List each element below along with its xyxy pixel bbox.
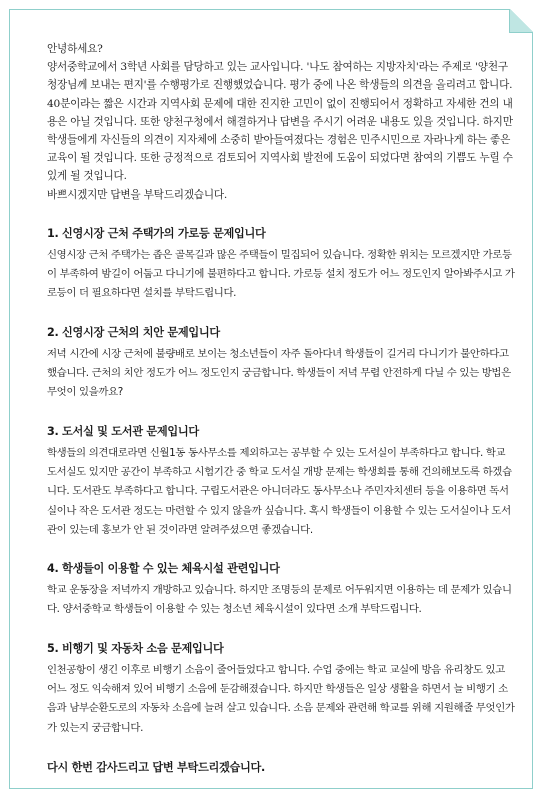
closing-line: 다시 한번 감사드리고 답변 부탁드리겠습니다.: [47, 760, 265, 774]
section-streetlights: [47, 226, 517, 304]
section-body: 학교 운동장을 저녁까지 개방하고 있습니다. 하지만 조명등의 문제로 어두워지면 이용하는 데 문제가 있습니다. 양서중학교 학생들이 이용할 수 있는 청소년 체육시설이 있다면 소개 부탁드립니다.: [47, 584, 512, 616]
intro-request: 바쁘시겠지만 답변을 부탁드리겠습니다.: [47, 188, 228, 201]
section-title: 1. 신영시장 근처 주택가의 가로등 문제입니다: [47, 226, 266, 240]
letter-content: [47, 40, 517, 777]
section-sports: [47, 561, 517, 620]
section-title: 5. 비행기 및 자동차 소음 문제입니다: [47, 641, 224, 655]
intro-paragraph: 양서중학교에서 3학년 사회를 담당하고 있는 교사입니다. '나도 참여하는 지방자치'라는 주제로 '양천구청장님께 보내는 편지'를 수행평가로 진행했었습니다. 평가 중에 나온 학생들의 의견을 올리려고 합니다. 40분이라는 짧은 시간과 지역사회 문제에 대한 진지한 고민이 없이 진행되어서 정확하고 자세한 건의 내용은 아닐 것입니다. 또한 양천구청에서 해결하거나 답변을 주시기 어려운 내용도 있을 것입니다. 하지만 학생들에게 자신들의 의견이 지자체에 소중히 받아들여졌다는 경험은 민주시민으로 자라나게 하는 좋은 교육이 될 것입니다. 또한 긍정적으로 검토되어 지역사회 발전에 도움이 되었다면 참여의 기쁨도 누릴 수 있게 될 것입니다.: [47, 61, 513, 183]
section-title: 3. 도서실 및 도서관 문제입니다: [47, 424, 199, 438]
section-body: 신영시장 근처 주택가는 좁은 골목길과 많은 주택들이 밀집되어 있습니다. 정확한 위치는 모르겠지만 가로등이 부족하여 밤길이 어둡고 다니기에 불편하다고 합니다. 가로등 설치 정도가 어느 정도인지 알아봐주시고 가로등이 더 필요하다면 설치를 부탁드립니다.: [47, 248, 515, 300]
greeting: 안녕하세요?: [47, 43, 103, 55]
section-safety: [47, 325, 517, 403]
section-title: 2. 신영시장 근처의 치안 문제입니다: [47, 325, 220, 339]
section-body: 저녁 시간에 시장 근처에 불량배로 보이는 청소년들이 자주 돌아다녀 학생들이 길거리 다니기가 불안하다고 했습니다. 근처의 치안 정도가 어느 정도인지 궁금합니다. 학생들이 저녁 무렵 안전하게 다닐 수 있는 방법은 무엇이 있을까요?: [47, 347, 511, 399]
folded-corner: [509, 9, 533, 33]
section-noise: [47, 641, 517, 738]
section-body: 학생들의 의견대로라면 신월1동 동사무소를 제외하고는 공부할 수 있는 도서실이 부족하다고 합니다. 학교 도서실도 있지만 공간이 부족하고 시험기간 중 학교 도서실 개방 문제는 학생회를 통해 건의해보도록 하겠습니다. 도서관도 부족하다고 합니다. 구립도서관은 아니더라도 동사무소나 주민자치센터 등을 이용하면 독서실이나 작은 도서관 정도는 마련할 수 있지 않을까 싶습니다. 혹시 학생들이 이용할 수 있는 도서실이나 도서관이 있는데 홍보가 안 된 것이라면 알려주셨으면 좋겠습니다.: [47, 446, 512, 536]
section-body: 인천공항이 생긴 이후로 비행기 소음이 줄어들었다고 합니다. 수업 중에는 학교 교실에 방음 유리창도 있고 어느 정도 익숙해져 있어 비행기 소음에 둔감해졌습니다. 하지만 학생들은 일상 생활을 하면서 늘 비행기 소음과 남부순환도로의 자동차 소음에 늘려 살고 있습니다. 소음 문제와 관련해 학교를 위해 지원해줄 무엇인가가 있는지 궁금합니다.: [47, 663, 515, 734]
section-title: 4. 학생들이 이용할 수 있는 체육시설 관련입니다: [47, 562, 280, 576]
letter-paper: [9, 9, 533, 789]
section-library: [47, 424, 517, 540]
letter-intro: [47, 40, 517, 204]
